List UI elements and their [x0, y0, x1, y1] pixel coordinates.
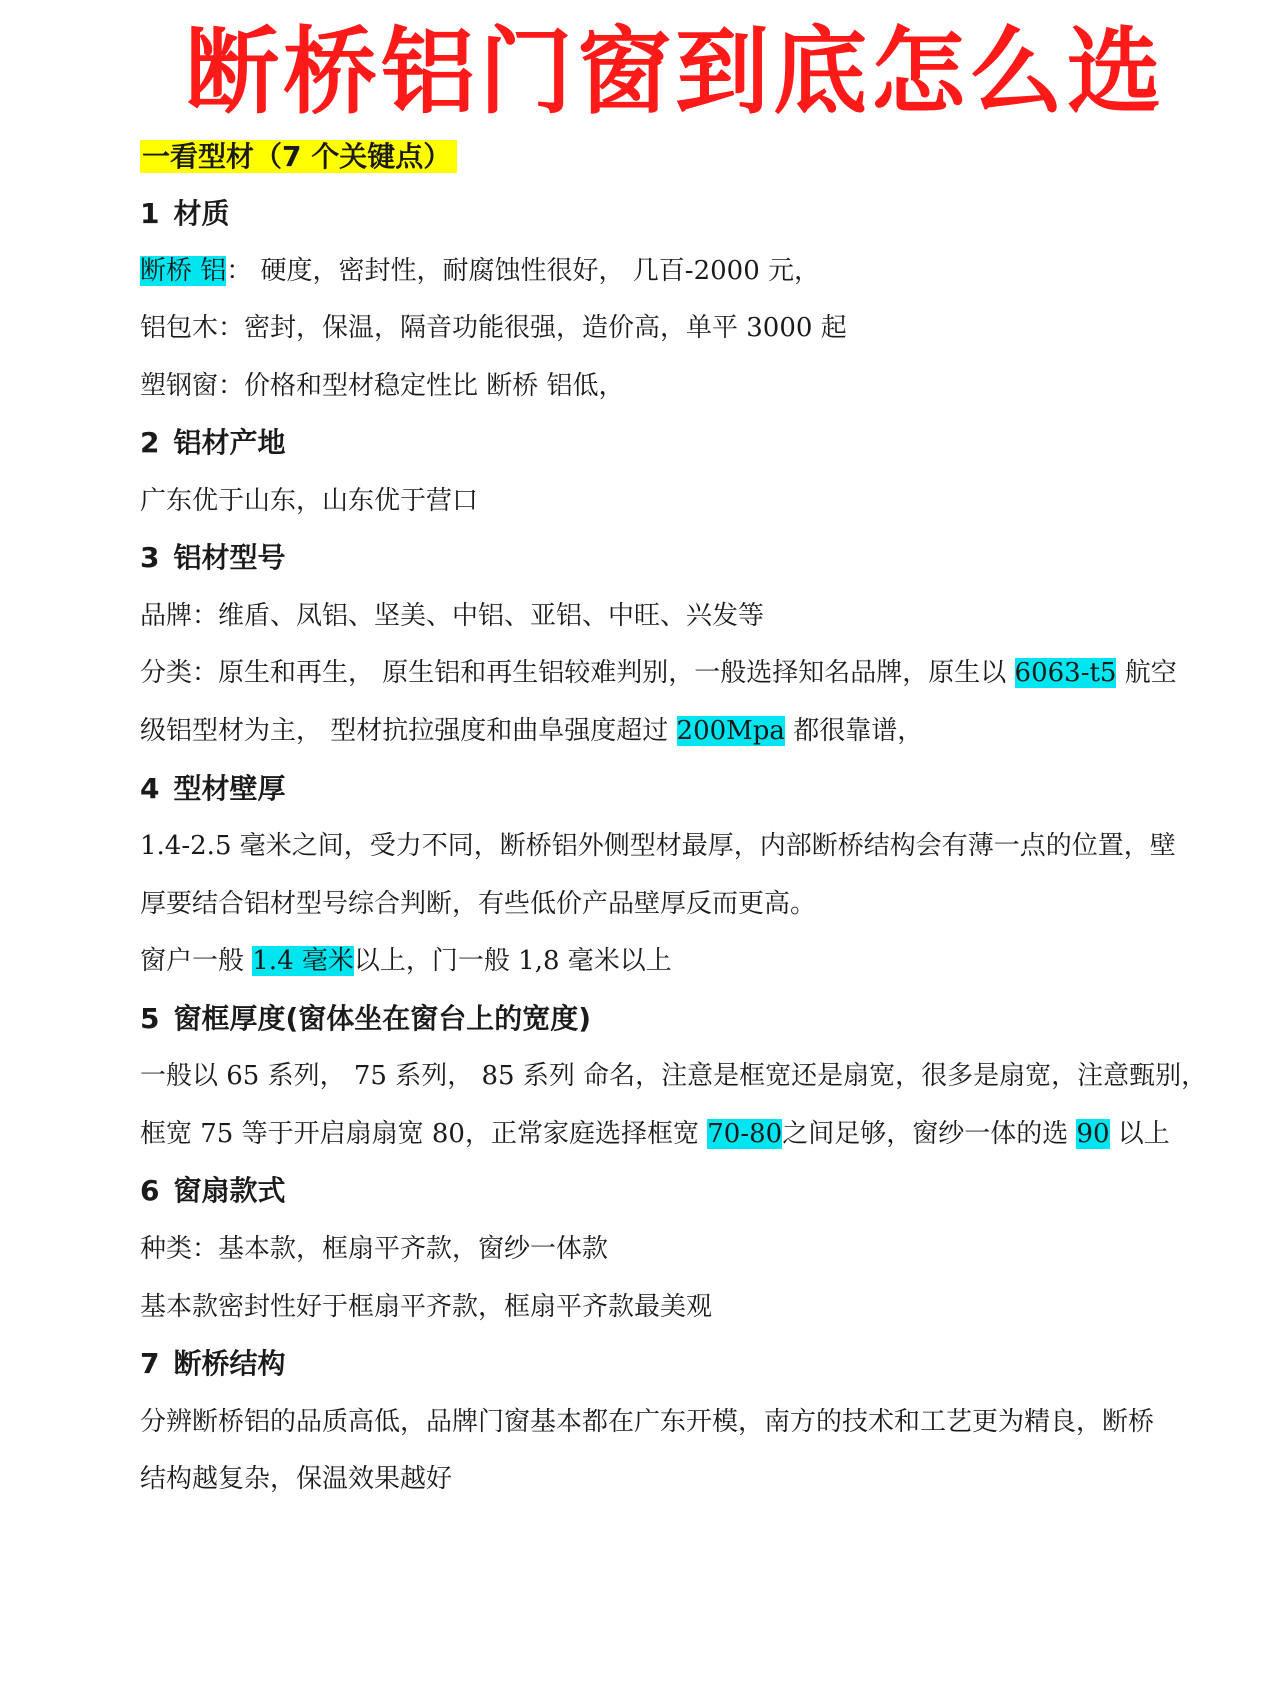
point-title: 断桥结构 [173, 1347, 286, 1380]
point-4-line-1: 1.4-2.5 毫米之间，受力不同，断桥铝外侧型材最厚，内部断桥结构会有薄一点的位置，壁 [140, 831, 1176, 861]
text-run: 以上，门一般 1,8 毫米以上 [353, 946, 672, 976]
point-4-line-3 [140, 937, 672, 985]
point-title: 型材壁厚 [173, 772, 286, 805]
point-5-line-1: 一般以 65 系列， 75 系列， 85 系列 命名，注意是框宽还是扇宽，很多是扇宽，注意甄别， [140, 1061, 1208, 1091]
point-title: 材质 [173, 197, 230, 230]
point-6-line-2: 基本款密封性好于框扇平齐款，框扇平齐款最美观 [140, 1292, 713, 1322]
point-7-line-2: 结构越复杂，保温效果越好 [140, 1464, 453, 1494]
point-5-heading [140, 995, 591, 1043]
point-1-line-3: 塑钢窗：价格和型材稳定性比 断桥 铝低， [140, 371, 625, 401]
point-3-heading [140, 534, 286, 582]
point-number: 7 [140, 1347, 160, 1380]
highlight-term: 200Mpa [676, 716, 785, 746]
point-number: 4 [140, 772, 160, 805]
point-6-heading [140, 1167, 286, 1215]
highlight-term: 70-80 [707, 1119, 783, 1149]
text-run: 以上 [1109, 1119, 1170, 1149]
point-number: 1 [140, 197, 160, 230]
point-number: 5 [140, 1002, 160, 1035]
section-heading-text: 一看型材（7 个关键点） [140, 140, 457, 173]
point-3-line-2 [140, 649, 1177, 697]
point-title: 铝材产地 [173, 426, 286, 459]
highlight-term: 断桥 铝 [140, 256, 227, 286]
point-title: 铝材型号 [173, 541, 286, 574]
page-title: 断桥铝门窗到底怎么选 [184, 18, 1165, 127]
point-4-heading [140, 765, 286, 813]
point-2-line-1: 广东优于山东，山东优于营口 [140, 486, 479, 516]
text-run: 分类：原生和再生， 原生铝和再生铝较难判别，一般选择知名品牌，原生以 [140, 658, 1015, 688]
point-1-line-1 [140, 247, 820, 295]
text-run: 框宽 75 等于开启扇扇宽 80，正常家庭选择框宽 [140, 1119, 708, 1149]
point-1-line-2: 铝包木：密封，保温，隔音功能很强，造价高，单平 3000 起 [140, 313, 847, 343]
point-number: 2 [140, 426, 160, 459]
text-run: 都很靠谱， [784, 716, 924, 746]
point-3-line-1: 品牌：维盾、凤铝、坚美、中铝、亚铝、中旺、兴发等 [140, 601, 765, 631]
point-number: 3 [140, 541, 160, 574]
highlight-term: 90 [1076, 1119, 1110, 1149]
point-2-heading [140, 419, 286, 467]
point-7-heading [140, 1340, 286, 1388]
point-title: 窗扇款式 [173, 1174, 286, 1207]
point-number: 6 [140, 1174, 160, 1207]
text-run: ： 硬度，密封性，耐腐蚀性很好， 几百-2000 元， [226, 256, 821, 286]
text-run: 级铝型材为主， 型材抗拉强度和曲阜强度超过 [140, 716, 677, 746]
point-3-line-3 [140, 707, 923, 755]
point-title: 窗框厚度(窗体坐在窗台上的宽度) [173, 1002, 592, 1035]
text-run: 窗户一般 [140, 946, 253, 976]
text-run: 航空 [1116, 658, 1177, 688]
point-6-line-1: 种类：基本款，框扇平齐款，窗纱一体款 [140, 1234, 609, 1264]
section-heading [140, 133, 457, 181]
point-4-line-2: 厚要结合铝材型号综合判断，有些低价产品壁厚反而更高。 [140, 889, 817, 919]
point-1-heading [140, 190, 230, 238]
highlight-term: 6063-t5 [1014, 658, 1117, 688]
point-7-line-1: 分辨断桥铝的品质高低，品牌门窗基本都在广东开模，南方的技术和工艺更为精良，断桥 [140, 1407, 1155, 1437]
point-5-line-2 [140, 1110, 1170, 1158]
highlight-term: 1.4 毫米 [252, 946, 354, 976]
text-run: 之间足够，窗纱一体的选 [782, 1119, 1077, 1149]
